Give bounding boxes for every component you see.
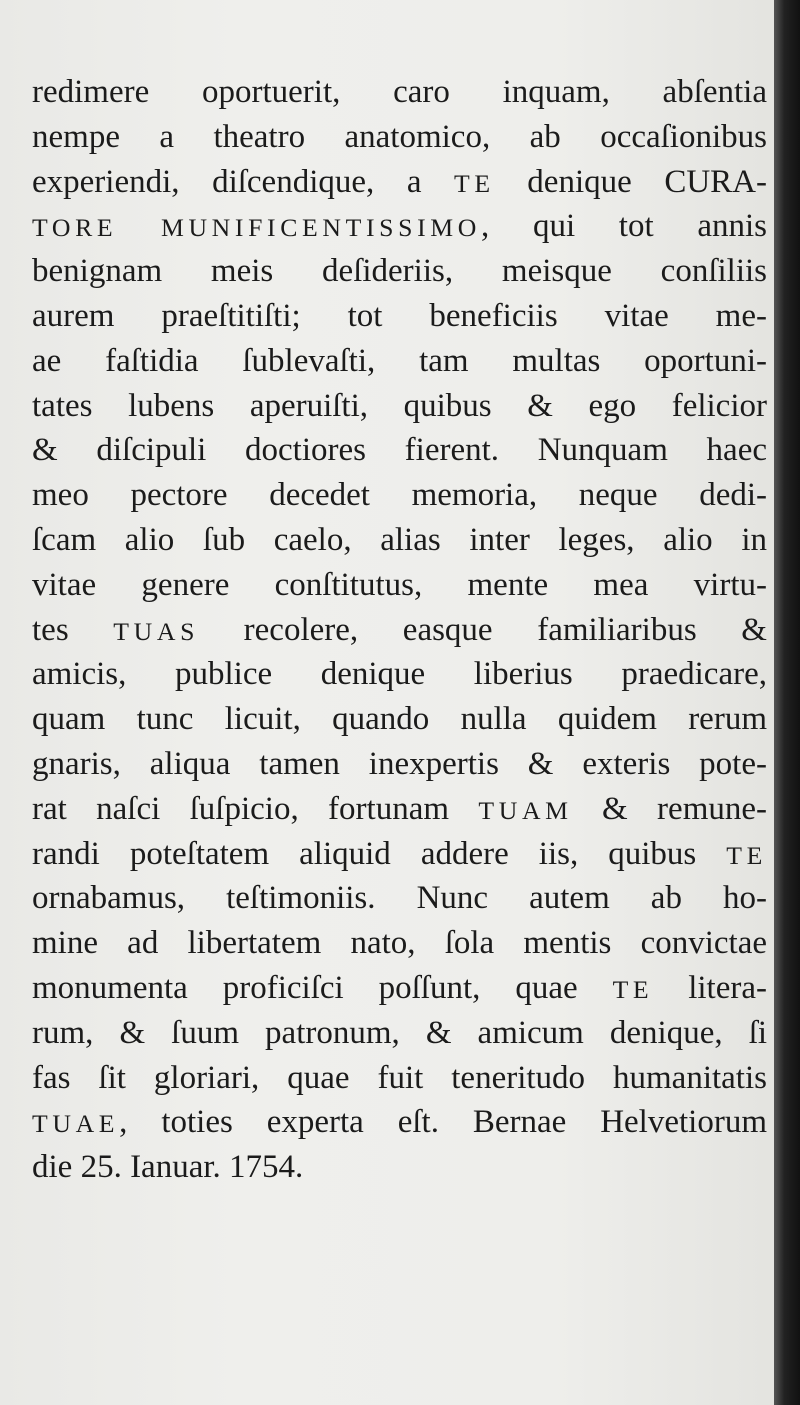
- text-line-23: fas ſit gloriari, quae fuit teneritudo humanitatis: [32, 1059, 767, 1096]
- text-line-13: tes TUAS recolere, easque familiaribus &: [32, 611, 767, 648]
- text-line-25: die 25. Ianuar. 1754.: [32, 1149, 304, 1186]
- text-line-16: gnaris, aliqua tamen inexpertis & exteris pote-: [32, 745, 767, 782]
- text-line-12: vitae genere conſtitutus, mente mea virtu-: [32, 566, 767, 603]
- small-caps-word: TE: [612, 974, 654, 1004]
- text-line-3: experiendi, diſcendique, a TE denique CURA-: [32, 163, 767, 200]
- text-line-8: tates lubens aperuiſti, quibus & ego felicior: [32, 387, 767, 424]
- text-line-24: TUAE, toties experta eſt. Bernae Helvetiorum: [32, 1104, 767, 1141]
- text-line-15: quam tunc licuit, quando nulla quidem rerum: [32, 701, 767, 738]
- text-line-10: meo pectore decedet memoria, neque dedi-: [32, 477, 767, 514]
- text-line-19: ornabamus, teſtimoniis. Nunc autem ab ho-: [32, 880, 767, 917]
- text-line-6: aurem praeſtitiſti; tot beneficiis vitae me-: [32, 297, 767, 334]
- text-line-11: ſcam alio ſub caelo, alias inter leges, alio in: [32, 521, 767, 558]
- text-line-9: & diſcipuli doctiores fierent. Nunquam haec: [32, 432, 767, 469]
- text-line-21: monumenta proficiſci poſſunt, quae TE litera-: [32, 969, 767, 1006]
- text-line-22: rum, & ſuum patronum, & amicum denique, ſi: [32, 1014, 767, 1051]
- small-caps-word: MUNIFICENTISSIMO: [160, 213, 482, 243]
- small-caps-word: TUAE: [32, 1109, 120, 1139]
- text-line-2: nempe a theatro anatomico, ab occaſionibus: [32, 118, 767, 155]
- text-line-18: randi poteſtatem aliquid addere iis, quibus TE: [32, 835, 767, 872]
- small-caps-word: TE: [454, 168, 495, 198]
- text-line-7: ae faſtidia ſublevaſti, tam multas oportuni-: [32, 342, 767, 379]
- text-line-17: rat naſci ſuſpicio, fortunam TUAM & remune-: [32, 790, 767, 827]
- text-line-5: benignam meis deſideriis, meisque conſiliis: [32, 253, 767, 290]
- text-line-14: amicis, publice denique liberius praedicare,: [32, 656, 767, 693]
- small-caps-word: TUAM: [478, 795, 573, 825]
- body-text: [32, 70, 767, 1190]
- text-line-20: mine ad libertatem nato, ſola mentis convictae: [32, 925, 767, 962]
- small-caps-word: TORE: [32, 213, 118, 243]
- small-caps-word: TUAS: [113, 616, 200, 646]
- small-caps-word: TE: [726, 840, 767, 870]
- text-line-1: redimere oportuerit, caro inquam, abſentia: [32, 74, 767, 110]
- page-edge-shadow: [774, 0, 800, 1405]
- text-line-4: TORE MUNIFICENTISSIMO, qui tot annis: [32, 208, 767, 245]
